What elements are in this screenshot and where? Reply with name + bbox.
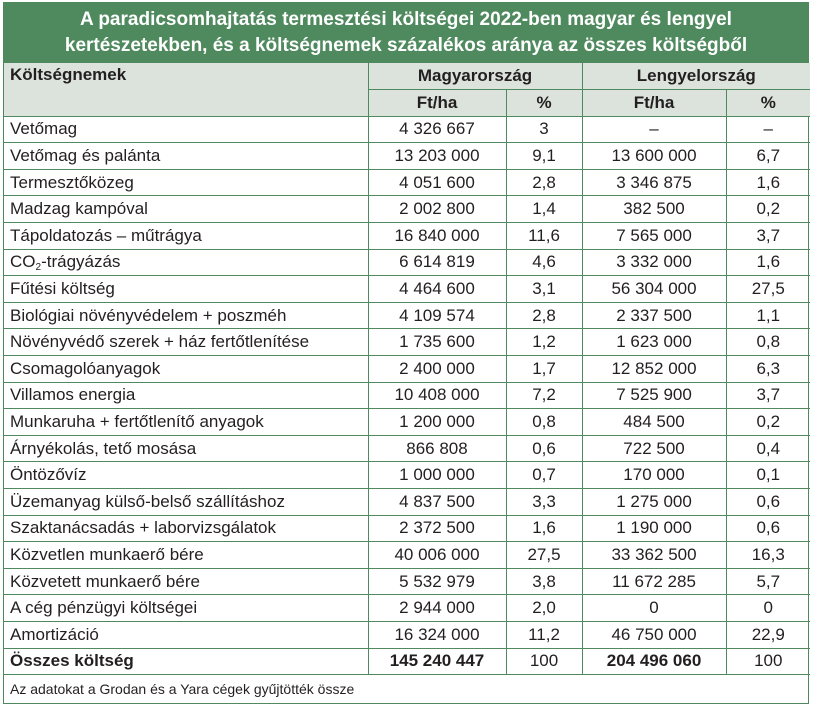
pl-pct-value: 0,8 — [726, 329, 810, 356]
row-label: Növényvédő szerek + ház fertőtlenítése — [4, 329, 368, 356]
footer-row — [4, 675, 810, 703]
header-row-countries — [4, 63, 810, 90]
row-label: Villamos energia — [4, 382, 368, 409]
table-row — [4, 223, 810, 250]
pl-pct-value: 0,1 — [726, 462, 810, 489]
row-label: Közvetlen munkaerő bére — [4, 542, 368, 569]
table-row — [4, 249, 810, 276]
header-hu-ft: Ft/ha — [368, 90, 506, 117]
table-row — [4, 515, 810, 542]
hu-ft-value: 4 051 600 — [368, 169, 506, 196]
table-row — [4, 595, 810, 622]
hu-pct-value: 4,6 — [506, 249, 582, 276]
hu-ft-value: 2 002 800 — [368, 196, 506, 223]
header-pl-pct: % — [726, 90, 810, 117]
table-row — [4, 302, 810, 329]
hu-ft-value: 16 840 000 — [368, 223, 506, 250]
header-hu-pct: % — [506, 90, 582, 117]
header-poland: Lengyelország — [582, 63, 810, 90]
row-label-subscript: 2 — [35, 262, 42, 274]
hu-pct-value: 1,4 — [506, 196, 582, 223]
table-row — [4, 382, 810, 409]
total-hu-pct: 100 — [506, 648, 582, 675]
hu-ft-value: 4 464 600 — [368, 276, 506, 303]
table-body — [4, 116, 810, 702]
row-label — [4, 249, 368, 276]
pl-pct-value: 6,7 — [726, 143, 810, 170]
pl-ft-value: 722 500 — [582, 435, 726, 462]
pl-ft-value: 2 337 500 — [582, 302, 726, 329]
hu-pct-value: 3,1 — [506, 276, 582, 303]
table-row — [4, 568, 810, 595]
header-pl-ft: Ft/ha — [582, 90, 726, 117]
row-label: Vetőmag és palánta — [4, 143, 368, 170]
hu-ft-value: 4 837 500 — [368, 489, 506, 516]
hu-pct-value: 1,7 — [506, 356, 582, 383]
table-row — [4, 489, 810, 516]
row-label: Amortizáció — [4, 621, 368, 648]
cost-table — [4, 63, 810, 703]
row-label: Árnyékolás, tető mosása — [4, 435, 368, 462]
pl-pct-value: 3,7 — [726, 382, 810, 409]
table-row — [4, 329, 810, 356]
hu-ft-value: 866 808 — [368, 435, 506, 462]
pl-ft-value: 382 500 — [582, 196, 726, 223]
hu-ft-value: 2 400 000 — [368, 356, 506, 383]
hu-ft-value: 2 372 500 — [368, 515, 506, 542]
pl-pct-value: 1,6 — [726, 169, 810, 196]
total-label: Összes költség — [4, 648, 368, 675]
hu-pct-value: 9,1 — [506, 143, 582, 170]
pl-ft-value: 46 750 000 — [582, 621, 726, 648]
hu-ft-value: 1 200 000 — [368, 409, 506, 436]
pl-ft-value: 1 275 000 — [582, 489, 726, 516]
pl-pct-value: – — [726, 116, 810, 143]
pl-ft-value: – — [582, 116, 726, 143]
row-label: Madzag kampóval — [4, 196, 368, 223]
hu-ft-value: 10 408 000 — [368, 382, 506, 409]
pl-ft-value: 484 500 — [582, 409, 726, 436]
hu-ft-value: 5 532 979 — [368, 568, 506, 595]
pl-pct-value: 1,1 — [726, 302, 810, 329]
hu-pct-value: 0,6 — [506, 435, 582, 462]
table-title: A paradicsomhajtatás termesztési költségei 2022-ben magyar és lengyel kertészetekben, és a költségnemek százalékos aránya az összes költségből — [4, 3, 808, 63]
pl-ft-value: 7 525 900 — [582, 382, 726, 409]
total-pl-ft: 204 496 060 — [582, 648, 726, 675]
pl-pct-value: 6,3 — [726, 356, 810, 383]
pl-pct-value: 22,9 — [726, 621, 810, 648]
table-row — [4, 276, 810, 303]
source-note: Az adatokat a Grodan és a Yara cégek gyűjtötték össze — [4, 675, 810, 703]
hu-ft-value: 2 944 000 — [368, 595, 506, 622]
header-hungary: Magyarország — [368, 63, 582, 90]
hu-pct-value: 0,8 — [506, 409, 582, 436]
pl-pct-value: 27,5 — [726, 276, 810, 303]
hu-ft-value: 1 000 000 — [368, 462, 506, 489]
total-row — [4, 648, 810, 675]
row-label: Csomagolóanyagok — [4, 356, 368, 383]
hu-pct-value: 0,7 — [506, 462, 582, 489]
table-row — [4, 621, 810, 648]
pl-pct-value: 3,7 — [726, 223, 810, 250]
hu-pct-value: 3,3 — [506, 489, 582, 516]
pl-ft-value: 7 565 000 — [582, 223, 726, 250]
row-label: Közvetett munkaerő bére — [4, 568, 368, 595]
row-label-part: -trágyázás — [41, 252, 121, 272]
pl-ft-value: 12 852 000 — [582, 356, 726, 383]
table-row — [4, 435, 810, 462]
pl-ft-value: 33 362 500 — [582, 542, 726, 569]
hu-ft-value: 4 109 574 — [368, 302, 506, 329]
pl-ft-value: 13 600 000 — [582, 143, 726, 170]
pl-ft-value: 1 190 000 — [582, 515, 726, 542]
pl-ft-value: 11 672 285 — [582, 568, 726, 595]
hu-pct-value: 2,8 — [506, 169, 582, 196]
row-label: Üzemanyag külső-belső szállításhoz — [4, 489, 368, 516]
pl-pct-value: 0,6 — [726, 489, 810, 516]
pl-pct-value: 0,6 — [726, 515, 810, 542]
row-label: Vetőmag — [4, 116, 368, 143]
pl-ft-value: 170 000 — [582, 462, 726, 489]
hu-ft-value: 6 614 819 — [368, 249, 506, 276]
header-category: Költségnemek — [4, 63, 368, 116]
row-label: Szaktanácsadás + laborvizsgálatok — [4, 515, 368, 542]
hu-pct-value: 1,6 — [506, 515, 582, 542]
table-row — [4, 143, 810, 170]
table-row — [4, 169, 810, 196]
hu-pct-value: 27,5 — [506, 542, 582, 569]
row-label-part: CO — [10, 252, 36, 272]
hu-ft-value: 4 326 667 — [368, 116, 506, 143]
pl-pct-value: 5,7 — [726, 568, 810, 595]
row-label: Munkaruha + fertőtlenítő anyagok — [4, 409, 368, 436]
row-label: Tápoldatozás – műtrágya — [4, 223, 368, 250]
pl-pct-value: 0,4 — [726, 435, 810, 462]
hu-pct-value: 2,8 — [506, 302, 582, 329]
hu-pct-value: 7,2 — [506, 382, 582, 409]
table-row — [4, 409, 810, 436]
row-label: Biológiai növényvédelem + poszméh — [4, 302, 368, 329]
hu-ft-value: 40 006 000 — [368, 542, 506, 569]
pl-ft-value: 0 — [582, 595, 726, 622]
hu-pct-value: 11,6 — [506, 223, 582, 250]
row-label: Öntözővíz — [4, 462, 368, 489]
row-label: Termesztőközeg — [4, 169, 368, 196]
hu-pct-value: 2,0 — [506, 595, 582, 622]
pl-ft-value: 3 332 000 — [582, 249, 726, 276]
table-row — [4, 462, 810, 489]
pl-pct-value: 0,2 — [726, 409, 810, 436]
pl-pct-value: 0,2 — [726, 196, 810, 223]
row-label: A cég pénzügyi költségei — [4, 595, 368, 622]
row-label: Fűtési költség — [4, 276, 368, 303]
pl-ft-value: 1 623 000 — [582, 329, 726, 356]
hu-ft-value: 1 735 600 — [368, 329, 506, 356]
pl-ft-value: 56 304 000 — [582, 276, 726, 303]
hu-pct-value: 1,2 — [506, 329, 582, 356]
table-row — [4, 196, 810, 223]
hu-pct-value: 3,8 — [506, 568, 582, 595]
pl-pct-value: 0 — [726, 595, 810, 622]
total-hu-ft: 145 240 447 — [368, 648, 506, 675]
pl-pct-value: 1,6 — [726, 249, 810, 276]
table-row — [4, 542, 810, 569]
cost-table-container — [3, 2, 809, 704]
hu-pct-value: 11,2 — [506, 621, 582, 648]
hu-ft-value: 13 203 000 — [368, 143, 506, 170]
hu-ft-value: 16 324 000 — [368, 621, 506, 648]
table-row — [4, 116, 810, 143]
table-row — [4, 356, 810, 383]
total-pl-pct: 100 — [726, 648, 810, 675]
pl-pct-value: 16,3 — [726, 542, 810, 569]
pl-ft-value: 3 346 875 — [582, 169, 726, 196]
hu-pct-value: 3 — [506, 116, 582, 143]
